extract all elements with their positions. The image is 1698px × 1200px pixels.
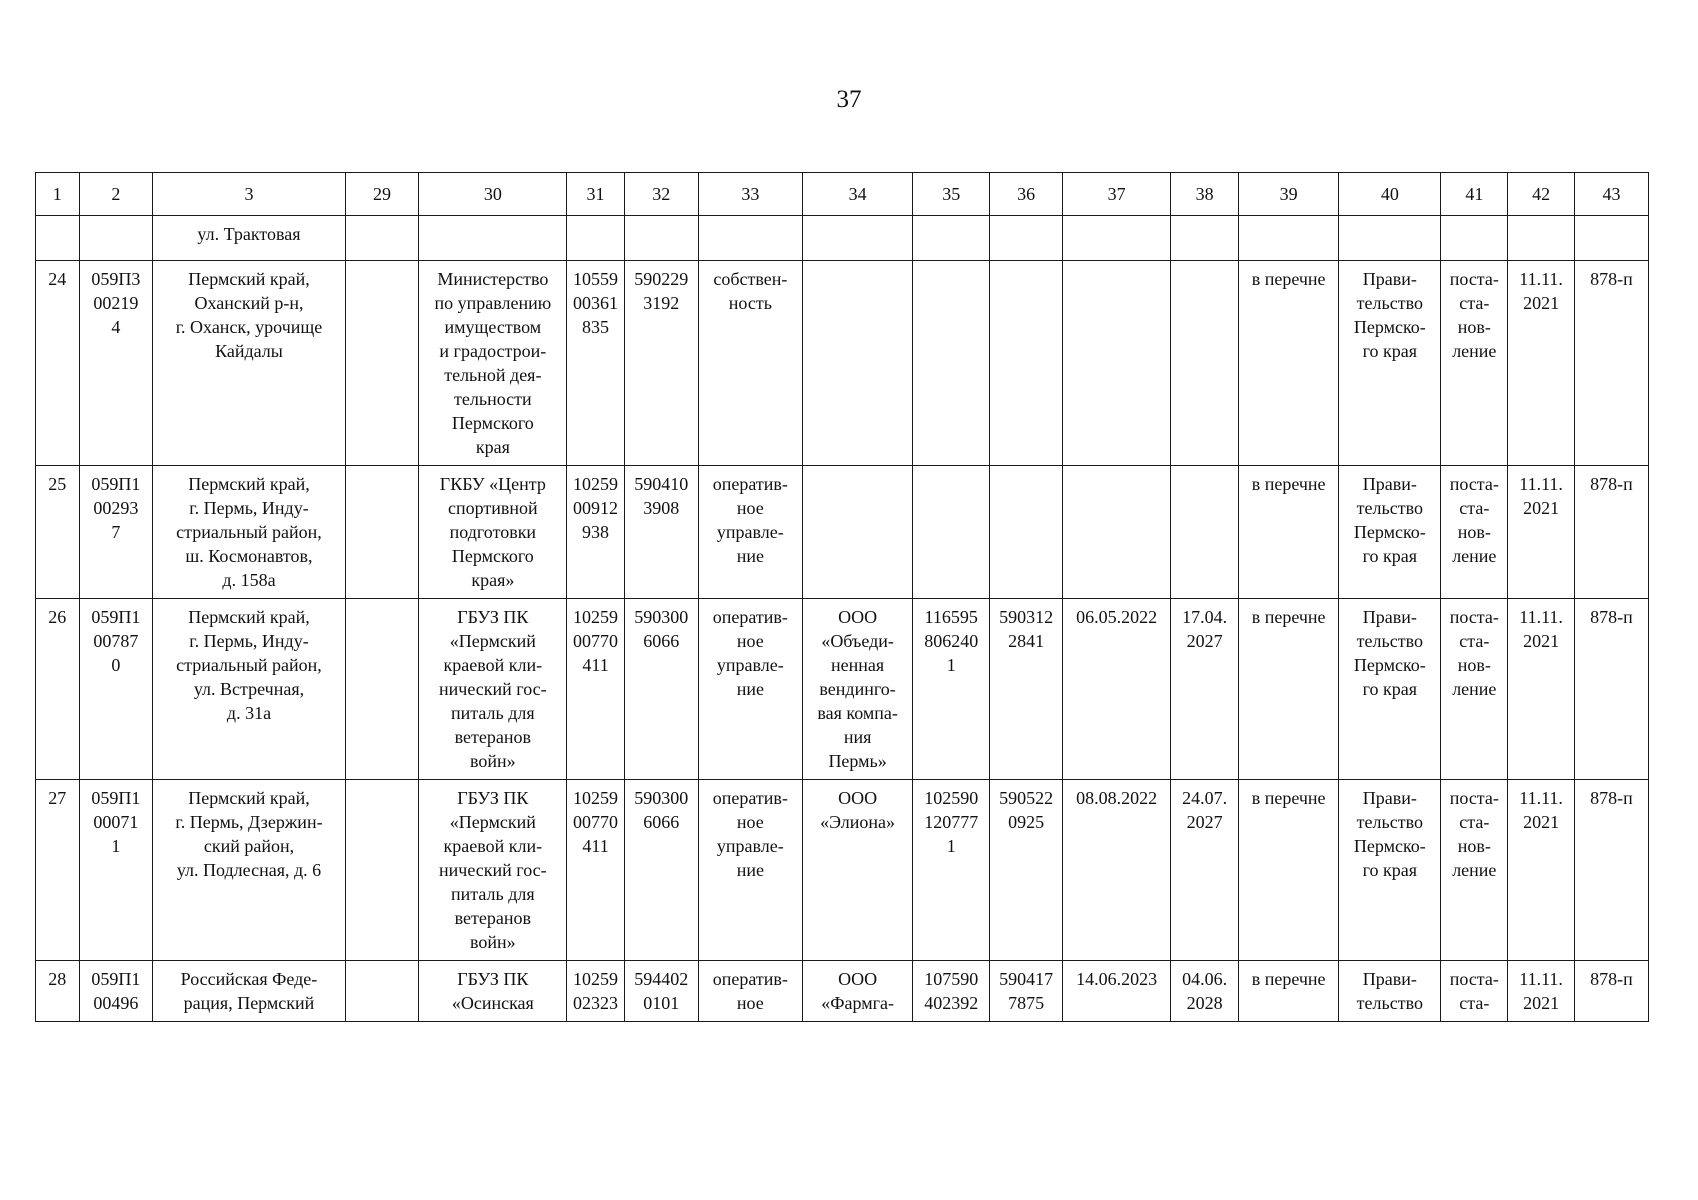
table-row	[36, 599, 1649, 780]
table-cell	[345, 216, 419, 261]
act-type: поста- ста-	[1441, 961, 1508, 1022]
contract-end-date: 04.06. 2028	[1171, 961, 1239, 1022]
cell-29	[345, 961, 419, 1022]
table-row-continuation	[36, 216, 1649, 261]
cell-29	[345, 599, 419, 780]
table-cell	[567, 216, 625, 261]
act-number: 878-п	[1574, 261, 1648, 466]
issuing-authority: Прави- тельство	[1339, 961, 1441, 1022]
column-header: 35	[913, 173, 990, 216]
column-header: 30	[419, 173, 567, 216]
column-number-row	[36, 173, 1649, 216]
column-header: 32	[624, 173, 698, 216]
act-type: поста- ста- нов- ление	[1441, 466, 1508, 599]
act-number: 878-п	[1574, 961, 1648, 1022]
holder-inn: 590300 6066	[624, 780, 698, 961]
column-header: 36	[990, 173, 1063, 216]
column-header: 43	[1574, 173, 1648, 216]
cell-29	[345, 780, 419, 961]
column-header: 41	[1441, 173, 1508, 216]
column-header: 34	[802, 173, 912, 216]
list-status: в перечне	[1239, 961, 1339, 1022]
column-header: 38	[1171, 173, 1239, 216]
registry-number: 059П3 00219 4	[79, 261, 153, 466]
contract-date: 06.05.2022	[1062, 599, 1170, 780]
row-number: 27	[36, 780, 80, 961]
holder-name: ГКБУ «Центр спортивной подготовки Пермского края»	[419, 466, 567, 599]
right-type: оператив- ное управле- ние	[698, 599, 802, 780]
table-cell	[698, 216, 802, 261]
right-type: оператив- ное управле- ние	[698, 466, 802, 599]
row-number: 25	[36, 466, 80, 599]
table-cell	[913, 216, 990, 261]
table-cell	[1239, 216, 1339, 261]
contract-end-date	[1171, 466, 1239, 599]
contract-date: 08.08.2022	[1062, 780, 1170, 961]
row-number: 26	[36, 599, 80, 780]
holder-inn: 594402 0101	[624, 961, 698, 1022]
holder-name: ГБУЗ ПК «Пермский краевой кли- нический гос- питаль для ветеранов войн»	[419, 780, 567, 961]
column-header: 31	[567, 173, 625, 216]
issuing-authority: Прави- тельство Пермско- го края	[1339, 780, 1441, 961]
table-cell	[36, 216, 80, 261]
column-header: 29	[345, 173, 419, 216]
tenant-name: ООО «Объеди- ненная вендинго- вая компа- ния Пермь»	[802, 599, 912, 780]
act-number: 878-п	[1574, 599, 1648, 780]
table-cell	[1062, 216, 1170, 261]
tenant-ogrn	[913, 466, 990, 599]
list-status: в перечне	[1239, 466, 1339, 599]
issuing-authority: Прави- тельство Пермско- го края	[1339, 599, 1441, 780]
tenant-ogrn: 102590 120777 1	[913, 780, 990, 961]
act-type: поста- ста- нов- ление	[1441, 599, 1508, 780]
holder-inn: 590410 3908	[624, 466, 698, 599]
tenant-ogrn	[913, 261, 990, 466]
table-cell	[990, 216, 1063, 261]
continuation-address: ул. Трактовая	[153, 216, 345, 261]
table-row	[36, 466, 1649, 599]
act-number: 878-п	[1574, 466, 1648, 599]
column-header: 1	[36, 173, 80, 216]
tenant-inn: 590312 2841	[990, 599, 1063, 780]
table-row	[36, 261, 1649, 466]
registry-number: 059П1 00293 7	[79, 466, 153, 599]
register-table	[35, 172, 1649, 1022]
act-date: 11.11. 2021	[1508, 780, 1575, 961]
contract-date: 14.06.2023	[1062, 961, 1170, 1022]
act-date: 11.11. 2021	[1508, 961, 1575, 1022]
column-header: 33	[698, 173, 802, 216]
holder-ogrn: 10259 00770 411	[567, 599, 625, 780]
tenant-name: ООО «Элиона»	[802, 780, 912, 961]
tenant-name	[802, 261, 912, 466]
object-address: Пермский край, Оханский р-н, г. Оханск, урочище Кайдалы	[153, 261, 345, 466]
registry-number: 059П1 00496	[79, 961, 153, 1022]
registry-number: 059П1 00071 1	[79, 780, 153, 961]
list-status: в перечне	[1239, 780, 1339, 961]
row-number: 28	[36, 961, 80, 1022]
object-address: Пермский край, г. Пермь, Дзержин- ский район, ул. Подлесная, д. 6	[153, 780, 345, 961]
act-date: 11.11. 2021	[1508, 599, 1575, 780]
object-address: Пермский край, г. Пермь, Инду- стриальный район, ш. Космонавтов, д. 158а	[153, 466, 345, 599]
object-address: Российская Феде- рация, Пермский	[153, 961, 345, 1022]
list-status: в перечне	[1239, 261, 1339, 466]
table-cell	[1574, 216, 1648, 261]
contract-end-date: 24.07. 2027	[1171, 780, 1239, 961]
tenant-name	[802, 466, 912, 599]
column-header: 42	[1508, 173, 1575, 216]
table-cell	[624, 216, 698, 261]
holder-inn: 590300 6066	[624, 599, 698, 780]
holder-ogrn: 10259 02323	[567, 961, 625, 1022]
tenant-ogrn: 116595 806240 1	[913, 599, 990, 780]
table-cell	[1339, 216, 1441, 261]
right-type: оператив- ное управле- ние	[698, 780, 802, 961]
tenant-inn	[990, 261, 1063, 466]
cell-29	[345, 466, 419, 599]
holder-ogrn: 10259 00770 411	[567, 780, 625, 961]
holder-ogrn: 10559 00361 835	[567, 261, 625, 466]
column-header: 40	[1339, 173, 1441, 216]
act-date: 11.11. 2021	[1508, 261, 1575, 466]
tenant-name: ООО «Фармга-	[802, 961, 912, 1022]
act-type: поста- ста- нов- ление	[1441, 261, 1508, 466]
contract-end-date: 17.04. 2027	[1171, 599, 1239, 780]
holder-name: ГБУЗ ПК «Пермский краевой кли- нический гос- питаль для ветеранов войн»	[419, 599, 567, 780]
table-cell	[1508, 216, 1575, 261]
holder-ogrn: 10259 00912 938	[567, 466, 625, 599]
table-cell	[802, 216, 912, 261]
right-type: собствен- ность	[698, 261, 802, 466]
holder-name: Министерство по управлению имуществом и градострои- тельной дея- тельности Пермского края	[419, 261, 567, 466]
row-number: 24	[36, 261, 80, 466]
page-number: 37	[836, 86, 862, 113]
contract-end-date	[1171, 261, 1239, 466]
holder-inn: 590229 3192	[624, 261, 698, 466]
act-number: 878-п	[1574, 780, 1648, 961]
table-row	[36, 780, 1649, 961]
act-type: поста- ста- нов- ление	[1441, 780, 1508, 961]
issuing-authority: Прави- тельство Пермско- го края	[1339, 261, 1441, 466]
contract-date	[1062, 261, 1170, 466]
holder-name: ГБУЗ ПК «Осинская	[419, 961, 567, 1022]
object-address: Пермский край, г. Пермь, Инду- стриальный район, ул. Встречная, д. 31а	[153, 599, 345, 780]
column-header: 37	[1062, 173, 1170, 216]
list-status: в перечне	[1239, 599, 1339, 780]
table-cell	[419, 216, 567, 261]
table-row	[36, 961, 1649, 1022]
act-date: 11.11. 2021	[1508, 466, 1575, 599]
issuing-authority: Прави- тельство Пермско- го края	[1339, 466, 1441, 599]
tenant-inn: 590417 7875	[990, 961, 1063, 1022]
tenant-inn	[990, 466, 1063, 599]
table-cell	[1441, 216, 1508, 261]
right-type: оператив- ное	[698, 961, 802, 1022]
column-header: 2	[79, 173, 153, 216]
tenant-inn: 590522 0925	[990, 780, 1063, 961]
tenant-ogrn: 107590 402392	[913, 961, 990, 1022]
column-header: 39	[1239, 173, 1339, 216]
contract-date	[1062, 466, 1170, 599]
cell-29	[345, 261, 419, 466]
table-cell	[79, 216, 153, 261]
column-header: 3	[153, 173, 345, 216]
table-cell	[1171, 216, 1239, 261]
registry-number: 059П1 00787 0	[79, 599, 153, 780]
